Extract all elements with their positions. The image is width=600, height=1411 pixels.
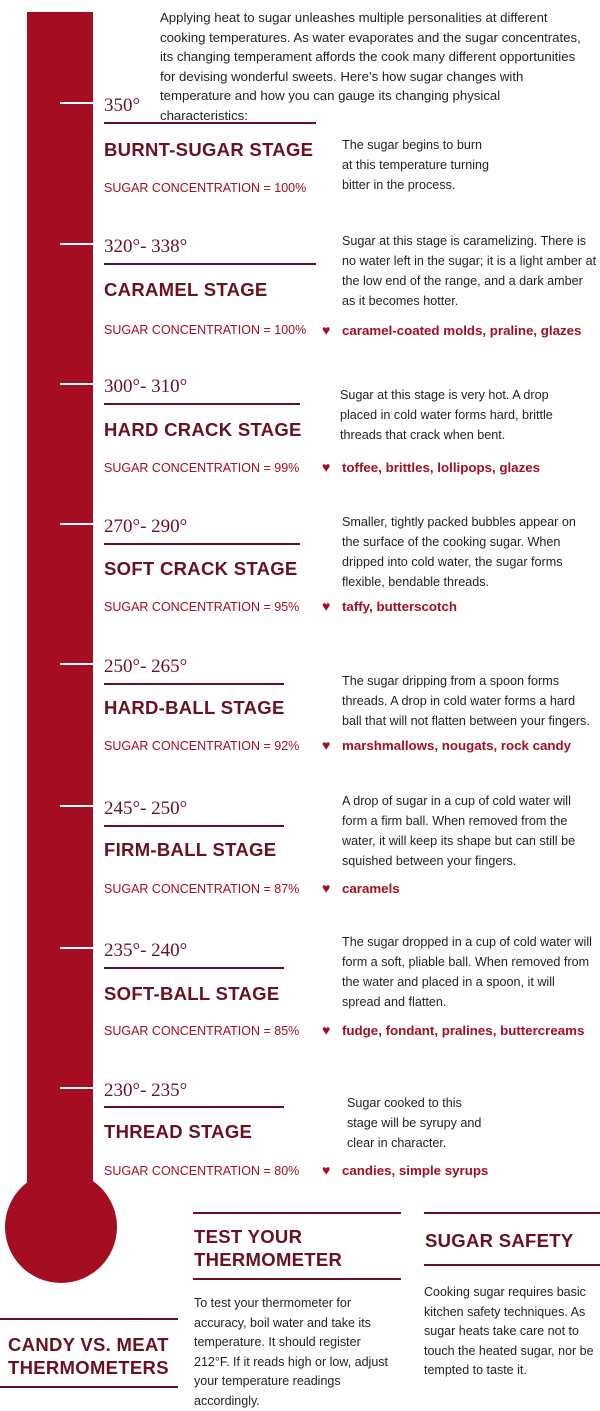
- stage-divider: [104, 1106, 284, 1108]
- stage-concentration: SUGAR CONCENTRATION = 87%: [104, 882, 300, 896]
- box-text: Cooking sugar requires basic kitchen safety techniques. As sugar heats take care not to touch the heated sugar, nor be tempted to taste it.: [424, 1285, 594, 1377]
- stage-uses: ♥ fudge, fondant, pralines, buttercreams: [322, 1022, 585, 1038]
- stage-uses: ♥ toffee, brittles, lollipops, glazes: [322, 459, 541, 475]
- stage-description: Sugar cooked to this stage will be syrupy and clear in character.: [347, 1096, 482, 1150]
- box-divider: [193, 1278, 401, 1280]
- stage-concentration: SUGAR CONCENTRATION = 92%: [104, 739, 300, 753]
- stage-temperature: 250°- 265°: [104, 656, 188, 677]
- stage-name: BURNT-SUGAR STAGE: [104, 139, 314, 160]
- heart-icon: ♥: [322, 459, 331, 475]
- stage-temperature: 350°: [104, 95, 141, 116]
- box-title: SUGAR SAFETY: [425, 1230, 574, 1251]
- box-title: TEST YOUR THERMOMETER: [194, 1226, 343, 1270]
- thermometer-tick: [60, 1087, 93, 1089]
- stage-temperature: 320°- 338°: [104, 236, 188, 257]
- heart-icon: ♥: [322, 1162, 331, 1178]
- stage-uses: ♥ caramels: [322, 880, 400, 896]
- stage-description: The sugar dropped in a cup of cold water will form a soft, pliable ball. When removed from the water and placed in a spoon, it will spread and flatten.: [342, 935, 592, 1009]
- box-divider: [424, 1212, 600, 1214]
- stage-temperature: 245°- 250°: [104, 798, 188, 819]
- stage-concentration: SUGAR CONCENTRATION = 100%: [104, 181, 307, 195]
- stage-temperature: 270°- 290°: [104, 516, 188, 537]
- heart-icon: ♥: [322, 1022, 331, 1038]
- thermometer-tick: [60, 805, 93, 807]
- intro-text: Applying heat to sugar unleashes multiple personalities at different cooking temperatures. As water evaporates and the sugar concentrates, its changing temperament affords the cook many different opportunities for devising wonderful sweets. Here’s how sugar changes with temperature and how you can gauge its changing physical characteristics:: [160, 10, 581, 123]
- stage-description: Sugar at this stage is very hot. A drop placed in cold water forms hard, brittle threads that crack when bent.: [340, 388, 553, 442]
- heart-icon: ♥: [322, 880, 331, 896]
- stage-name: CARAMEL STAGE: [104, 279, 268, 300]
- stage-uses: ♥ marshmallows, nougats, rock candy: [322, 737, 572, 753]
- stage-concentration: SUGAR CONCENTRATION = 100%: [104, 323, 307, 337]
- stage-name: SOFT-BALL STAGE: [104, 983, 280, 1004]
- stage-name: HARD CRACK STAGE: [104, 419, 302, 440]
- stage-divider: [104, 122, 316, 124]
- heart-icon: ♥: [322, 322, 331, 338]
- box-divider: [0, 1386, 178, 1388]
- stage-name: THREAD STAGE: [104, 1121, 253, 1142]
- stage-uses: ♥ candies, simple syrups: [322, 1162, 489, 1178]
- stage-divider: [104, 403, 300, 405]
- thermometer-tick: [60, 947, 93, 949]
- box-text: To test your thermometer for accuracy, boil water and take its temperature. It should register 212°F. If it reads high or low, adjust your temperature readings accordingly.: [194, 1296, 388, 1408]
- thermometer-tick: [60, 383, 93, 385]
- box-divider: [0, 1318, 178, 1320]
- stage-name: FIRM-BALL STAGE: [104, 839, 277, 860]
- stage-description: Sugar at this stage is caramelizing. There is no water left in the sugar; it is a light amber at the low end of the range, and a dark amber as it becomes hotter.: [342, 234, 597, 308]
- thermometer-tick: [60, 243, 93, 245]
- thermometer-tick: [60, 663, 93, 665]
- heart-icon: ♥: [322, 737, 331, 753]
- thermometer-tick: [60, 102, 93, 104]
- stage-divider: [104, 543, 300, 545]
- stage-description: The sugar begins to burn at this temperature turning bitter in the process.: [342, 138, 490, 192]
- stage-concentration: SUGAR CONCENTRATION = 85%: [104, 1024, 300, 1038]
- stage-name: HARD-BALL STAGE: [104, 697, 285, 718]
- stage-description: Smaller, tightly packed bubbles appear on the surface of the cooking sugar. When dripped into cold water, the sugar forms flexible, bendable threads.: [342, 515, 576, 589]
- stage-divider: [104, 683, 284, 685]
- thermometer-tick: [60, 523, 93, 525]
- stage-name: SOFT CRACK STAGE: [104, 558, 298, 579]
- stage-description: A drop of sugar in a cup of cold water will form a firm ball. When removed from the water, it will keep its shape but can still be squished between your fingers.: [342, 794, 576, 868]
- stage-divider: [104, 967, 284, 969]
- box-divider: [193, 1212, 401, 1214]
- thermometer-bulb: [5, 1171, 117, 1283]
- stage-concentration: SUGAR CONCENTRATION = 99%: [104, 461, 300, 475]
- box-title: CANDY VS. MEAT THERMOMETERS: [8, 1334, 169, 1378]
- stage-description: The sugar dripping from a spoon forms threads. A drop in cold water forms a hard ball that will not flatten between your fingers.: [342, 674, 590, 728]
- stage-uses: ♥ taffy, butterscotch: [322, 598, 458, 614]
- stage-divider: [104, 263, 316, 265]
- stage-divider: [104, 825, 284, 827]
- thermometer-tube: [27, 12, 93, 1202]
- stage-temperature: 230°- 235°: [104, 1080, 188, 1101]
- box-divider: [424, 1264, 600, 1266]
- stage-temperature: 235°- 240°: [104, 940, 188, 961]
- stage-uses: ♥ caramel-coated molds, praline, glazes: [322, 322, 582, 338]
- stage-concentration: SUGAR CONCENTRATION = 95%: [104, 600, 300, 614]
- stage-temperature: 300°- 310°: [104, 376, 188, 397]
- heart-icon: ♥: [322, 598, 331, 614]
- stage-concentration: SUGAR CONCENTRATION = 80%: [104, 1164, 300, 1178]
